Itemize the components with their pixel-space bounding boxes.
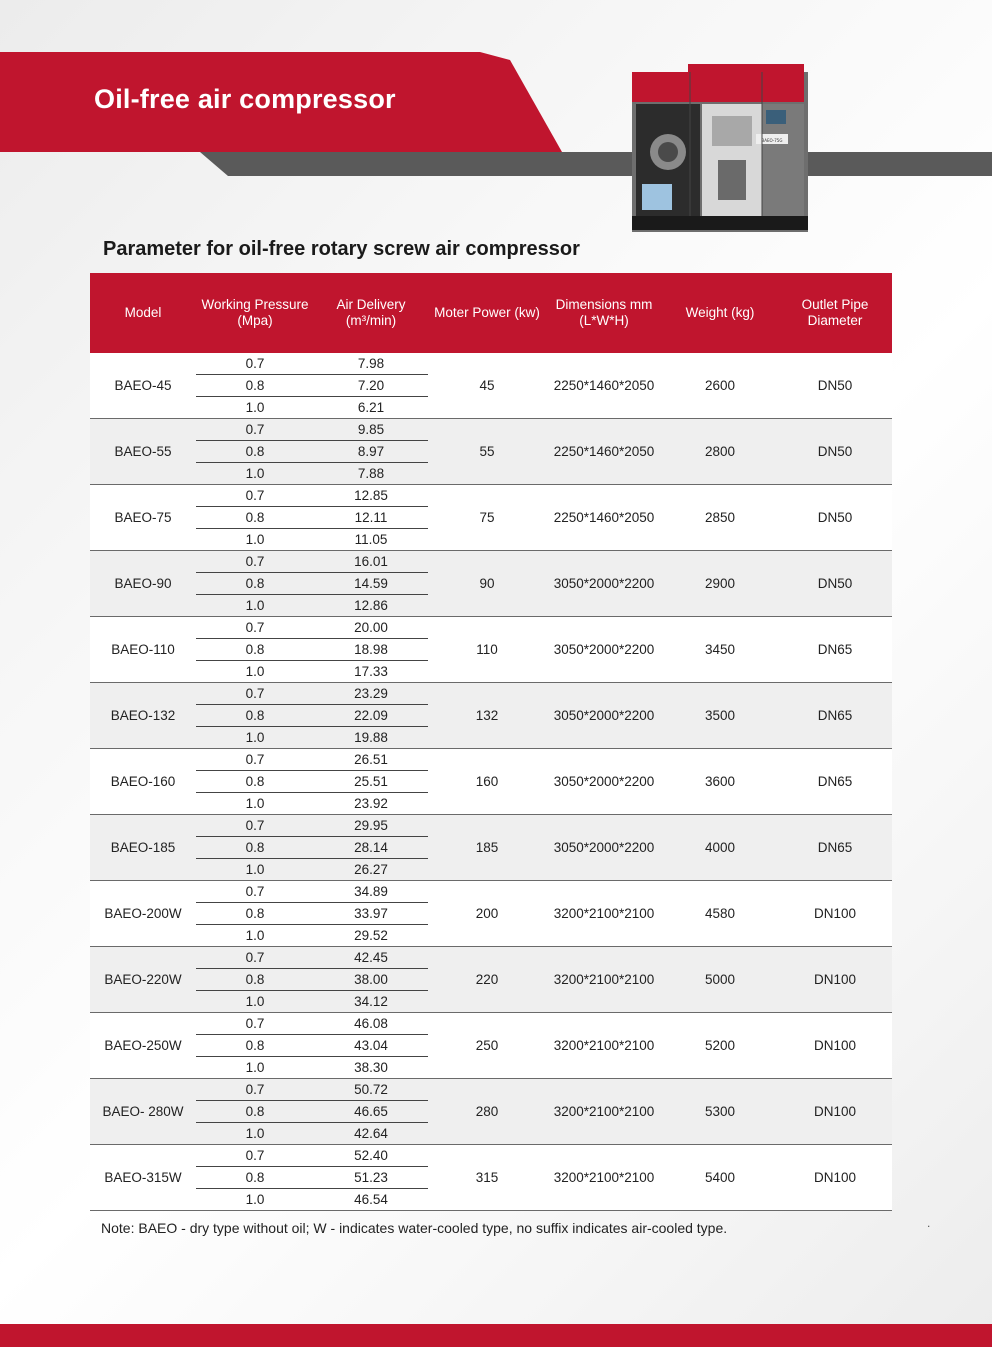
- motor-power-cell: 90: [428, 551, 546, 617]
- pressure-cell: 0.7: [196, 749, 314, 771]
- pressure-cell: 0.7: [196, 683, 314, 705]
- air-delivery-cell: 26.27: [314, 859, 428, 881]
- outlet-pipe-cell: DN65: [778, 815, 892, 881]
- motor-power-cell: 45: [428, 353, 546, 419]
- air-delivery-cell: 29.52: [314, 925, 428, 947]
- air-delivery-cell: 11.05: [314, 529, 428, 551]
- outlet-pipe-cell: DN65: [778, 749, 892, 815]
- model-cell: BAEO-45: [90, 353, 196, 419]
- model-group: [90, 419, 892, 485]
- col-air-delivery: Air Delivery (m³/min): [314, 273, 428, 353]
- motor-power-cell: 280: [428, 1079, 546, 1145]
- air-delivery-cell: 46.08: [314, 1013, 428, 1035]
- pressure-cell: 1.0: [196, 991, 314, 1013]
- table-row: [90, 749, 892, 771]
- pressure-cell: 0.8: [196, 441, 314, 463]
- motor-power-cell: 220: [428, 947, 546, 1013]
- pressure-cell: 0.8: [196, 771, 314, 793]
- air-delivery-cell: 7.88: [314, 463, 428, 485]
- col-weight: Weight (kg): [662, 273, 778, 353]
- weight-cell: 5400: [662, 1145, 778, 1211]
- air-delivery-cell: 17.33: [314, 661, 428, 683]
- dimensions-cell: 3050*2000*2200: [546, 551, 662, 617]
- pressure-cell: 1.0: [196, 529, 314, 551]
- pressure-cell: 0.7: [196, 881, 314, 903]
- air-delivery-cell: 12.85: [314, 485, 428, 507]
- outlet-pipe-cell: DN100: [778, 1079, 892, 1145]
- air-delivery-cell: 18.98: [314, 639, 428, 661]
- outlet-pipe-cell: DN50: [778, 353, 892, 419]
- pressure-cell: 1.0: [196, 859, 314, 881]
- outlet-pipe-cell: DN50: [778, 419, 892, 485]
- air-delivery-cell: 38.30: [314, 1057, 428, 1079]
- motor-power-cell: 315: [428, 1145, 546, 1211]
- air-delivery-cell: 28.14: [314, 837, 428, 859]
- model-group: [90, 815, 892, 881]
- air-delivery-cell: 50.72: [314, 1079, 428, 1101]
- table-row: [90, 353, 892, 375]
- weight-cell: 3600: [662, 749, 778, 815]
- outlet-pipe-cell: DN50: [778, 551, 892, 617]
- model-group: [90, 485, 892, 551]
- air-delivery-cell: 46.65: [314, 1101, 428, 1123]
- table-row: [90, 419, 892, 441]
- air-delivery-cell: 52.40: [314, 1145, 428, 1167]
- model-cell: BAEO-160: [90, 749, 196, 815]
- section-title: Parameter for oil-free rotary screw air compressor: [103, 238, 580, 260]
- air-delivery-cell: 20.00: [314, 617, 428, 639]
- footer-bar: [0, 1324, 992, 1347]
- air-delivery-cell: 51.23: [314, 1167, 428, 1189]
- motor-power-cell: 132: [428, 683, 546, 749]
- outlet-pipe-cell: DN100: [778, 881, 892, 947]
- model-cell: BAEO-185: [90, 815, 196, 881]
- page-title: Oil-free air compressor: [94, 84, 396, 114]
- air-delivery-cell: 23.29: [314, 683, 428, 705]
- pressure-cell: 0.8: [196, 705, 314, 727]
- outlet-pipe-cell: DN65: [778, 617, 892, 683]
- model-group: [90, 617, 892, 683]
- model-group: [90, 881, 892, 947]
- air-delivery-cell: 19.88: [314, 727, 428, 749]
- air-delivery-cell: 29.95: [314, 815, 428, 837]
- motor-power-cell: 185: [428, 815, 546, 881]
- pressure-cell: 1.0: [196, 925, 314, 947]
- model-group: [90, 353, 892, 419]
- table-row: [90, 947, 892, 969]
- dimensions-cell: 2250*1460*2050: [546, 419, 662, 485]
- pressure-cell: 0.8: [196, 903, 314, 925]
- weight-cell: 3450: [662, 617, 778, 683]
- air-delivery-cell: 7.98: [314, 353, 428, 375]
- air-delivery-cell: 42.45: [314, 947, 428, 969]
- model-cell: BAEO- 280W: [90, 1079, 196, 1145]
- air-delivery-cell: 38.00: [314, 969, 428, 991]
- air-compressor-image: [628, 62, 813, 234]
- pressure-cell: 0.7: [196, 1079, 314, 1101]
- pressure-cell: 0.7: [196, 1145, 314, 1167]
- model-group: [90, 947, 892, 1013]
- model-cell: BAEO-315W: [90, 1145, 196, 1211]
- pressure-cell: 0.8: [196, 1167, 314, 1189]
- weight-cell: 2800: [662, 419, 778, 485]
- outlet-pipe-cell: DN50: [778, 485, 892, 551]
- col-motor-power: Moter Power (kw): [428, 273, 546, 353]
- pressure-cell: 0.7: [196, 947, 314, 969]
- air-delivery-cell: 7.20: [314, 375, 428, 397]
- weight-cell: 5000: [662, 947, 778, 1013]
- air-delivery-cell: 6.21: [314, 397, 428, 419]
- pressure-cell: 0.8: [196, 507, 314, 529]
- pressure-cell: 1.0: [196, 1189, 314, 1211]
- model-cell: BAEO-250W: [90, 1013, 196, 1079]
- air-delivery-cell: 25.51: [314, 771, 428, 793]
- dimensions-cell: 3050*2000*2200: [546, 815, 662, 881]
- model-group: [90, 749, 892, 815]
- pressure-cell: 0.8: [196, 573, 314, 595]
- pressure-cell: 0.8: [196, 639, 314, 661]
- motor-power-cell: 200: [428, 881, 546, 947]
- dimensions-cell: 3200*2100*2100: [546, 1013, 662, 1079]
- air-delivery-cell: 34.89: [314, 881, 428, 903]
- weight-cell: 2850: [662, 485, 778, 551]
- spec-table: [90, 273, 892, 1211]
- weight-cell: 2600: [662, 353, 778, 419]
- table-row: [90, 881, 892, 903]
- model-group: [90, 1145, 892, 1211]
- dimensions-cell: 3200*2100*2100: [546, 1079, 662, 1145]
- pressure-cell: 0.7: [196, 815, 314, 837]
- air-delivery-cell: 12.11: [314, 507, 428, 529]
- col-dimensions: Dimensions mm (L*W*H): [546, 273, 662, 353]
- model-cell: BAEO-55: [90, 419, 196, 485]
- pressure-cell: 0.7: [196, 485, 314, 507]
- dimensions-cell: 3200*2100*2100: [546, 947, 662, 1013]
- air-delivery-cell: 22.09: [314, 705, 428, 727]
- air-delivery-cell: 12.86: [314, 595, 428, 617]
- model-cell: BAEO-75: [90, 485, 196, 551]
- pressure-cell: 0.7: [196, 1013, 314, 1035]
- header-gray-stripe: [200, 152, 992, 176]
- air-delivery-cell: 14.59: [314, 573, 428, 595]
- table-row: [90, 815, 892, 837]
- motor-power-cell: 75: [428, 485, 546, 551]
- pressure-cell: 0.7: [196, 353, 314, 375]
- air-delivery-cell: 16.01: [314, 551, 428, 573]
- model-group: [90, 551, 892, 617]
- pressure-cell: 1.0: [196, 727, 314, 749]
- svg-text:BAEO-75G: BAEO-75G: [761, 138, 783, 143]
- pressure-cell: 0.8: [196, 1101, 314, 1123]
- pressure-cell: 1.0: [196, 661, 314, 683]
- dimensions-cell: 2250*1460*2050: [546, 485, 662, 551]
- table-row: [90, 551, 892, 573]
- weight-cell: 2900: [662, 551, 778, 617]
- model-cell: BAEO-132: [90, 683, 196, 749]
- table-row: [90, 1145, 892, 1167]
- table-row: [90, 1013, 892, 1035]
- table-row: [90, 683, 892, 705]
- air-delivery-cell: 33.97: [314, 903, 428, 925]
- model-group: [90, 683, 892, 749]
- air-delivery-cell: 23.92: [314, 793, 428, 815]
- note-mark: .: [927, 1216, 931, 1230]
- dimensions-cell: 2250*1460*2050: [546, 353, 662, 419]
- model-cell: BAEO-200W: [90, 881, 196, 947]
- pressure-cell: 0.8: [196, 969, 314, 991]
- pressure-cell: 0.7: [196, 419, 314, 441]
- air-delivery-cell: 42.64: [314, 1123, 428, 1145]
- model-cell: BAEO-90: [90, 551, 196, 617]
- motor-power-cell: 55: [428, 419, 546, 485]
- pressure-cell: 0.8: [196, 1035, 314, 1057]
- pressure-cell: 1.0: [196, 1123, 314, 1145]
- footnote: Note: BAEO - dry type without oil; W - indicates water-cooled type, no suffix indicates air-cooled type.: [101, 1220, 728, 1236]
- pressure-cell: 1.0: [196, 397, 314, 419]
- pressure-cell: 0.7: [196, 551, 314, 573]
- model-group: [90, 1079, 892, 1145]
- dimensions-cell: 3050*2000*2200: [546, 617, 662, 683]
- dimensions-cell: 3050*2000*2200: [546, 683, 662, 749]
- table-row: [90, 617, 892, 639]
- col-model: Model: [90, 273, 196, 353]
- pressure-cell: 1.0: [196, 463, 314, 485]
- model-cell: BAEO-220W: [90, 947, 196, 1013]
- table-row: [90, 485, 892, 507]
- weight-cell: 5300: [662, 1079, 778, 1145]
- model-cell: BAEO-110: [90, 617, 196, 683]
- weight-cell: 4000: [662, 815, 778, 881]
- dimensions-cell: 3200*2100*2100: [546, 1145, 662, 1211]
- air-delivery-cell: 46.54: [314, 1189, 428, 1211]
- pressure-cell: 1.0: [196, 793, 314, 815]
- spec-table-header: [90, 273, 892, 353]
- air-delivery-cell: 26.51: [314, 749, 428, 771]
- pressure-cell: 1.0: [196, 1057, 314, 1079]
- weight-cell: 3500: [662, 683, 778, 749]
- col-working-pressure: Working Pressure (Mpa): [196, 273, 314, 353]
- air-delivery-cell: 9.85: [314, 419, 428, 441]
- table-row: [90, 1079, 892, 1101]
- air-delivery-cell: 34.12: [314, 991, 428, 1013]
- outlet-pipe-cell: DN100: [778, 947, 892, 1013]
- air-delivery-cell: 43.04: [314, 1035, 428, 1057]
- motor-power-cell: 250: [428, 1013, 546, 1079]
- dimensions-cell: 3050*2000*2200: [546, 749, 662, 815]
- weight-cell: 4580: [662, 881, 778, 947]
- air-delivery-cell: 8.97: [314, 441, 428, 463]
- outlet-pipe-cell: DN100: [778, 1145, 892, 1211]
- dimensions-cell: 3200*2100*2100: [546, 881, 662, 947]
- motor-power-cell: 110: [428, 617, 546, 683]
- motor-power-cell: 160: [428, 749, 546, 815]
- col-outlet-pipe: Outlet Pipe Diameter: [778, 273, 892, 353]
- pressure-cell: 0.8: [196, 837, 314, 859]
- pressure-cell: 0.7: [196, 617, 314, 639]
- outlet-pipe-cell: DN65: [778, 683, 892, 749]
- pressure-cell: 0.8: [196, 375, 314, 397]
- outlet-pipe-cell: DN100: [778, 1013, 892, 1079]
- pressure-cell: 1.0: [196, 595, 314, 617]
- model-group: [90, 1013, 892, 1079]
- weight-cell: 5200: [662, 1013, 778, 1079]
